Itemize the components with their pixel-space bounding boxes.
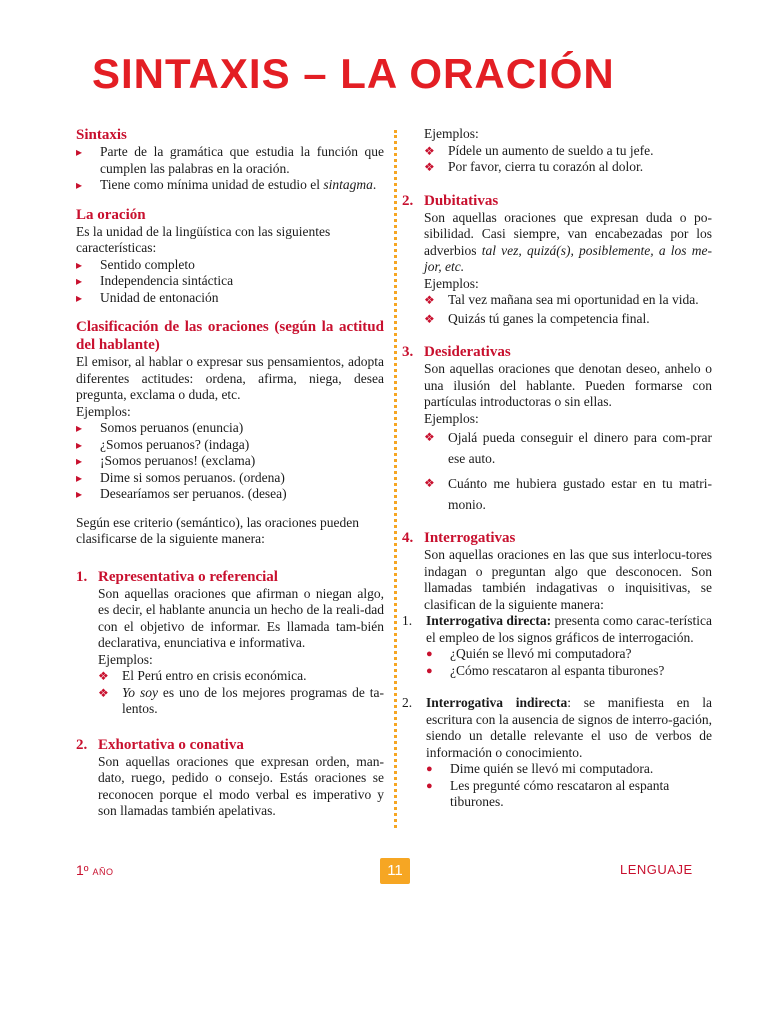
heading-representativa: 1. Representativa o referencial <box>76 568 278 585</box>
list-item: ❖ Por favor, cierra tu corazón al dolor. <box>424 159 712 176</box>
section-heading-oracion: La oración <box>76 206 146 223</box>
list-item: ❖ Pídele un aumento de sueldo a tu jefe. <box>424 143 712 160</box>
list-item: ▸ Parte de la gramática que estudia la función que cumplen las palabras en la oración. <box>76 144 384 177</box>
criterio-text: Según ese criterio (semántico), las oraciones pueden clasificarse de la siguiente manera: <box>76 514 360 546</box>
list-item: ❖ Yo soy es uno de los mejores programas de ta-lentos. <box>98 685 384 718</box>
list-item: ❖ Tal vez mañana sea mi oportunidad en la vida. <box>424 292 712 309</box>
column-divider <box>394 130 397 828</box>
list-item: ▸ Sentido completo <box>76 257 384 274</box>
oracion-list <box>76 257 384 307</box>
list-item: ▸ Unidad de entonación <box>76 290 384 307</box>
heading-exhortativa: 2. Exhortativa o conativa <box>76 736 244 753</box>
examples-label: Ejemplos: <box>76 403 131 419</box>
page-number: 11 <box>380 858 410 884</box>
list-item: ❖ Quizás tú ganes la competencia final. <box>424 311 712 328</box>
right-column <box>402 126 712 811</box>
list-item: ▸ Somos peruanos (enuncia) <box>76 420 384 437</box>
list-item: ▸ ¡Somos peruanos! (exclama) <box>76 453 384 470</box>
section-heading-sintaxis: Sintaxis <box>76 127 127 143</box>
interrogativa-directa: 1. Interrogativa directa: presenta como carac-terística el empleo de los signos gráficos de interrogación. ● ¿Quién se llevó mi computadora? ● ¿Cómo rescataron al espanta tiburones? <box>402 613 712 679</box>
exhortativa-body: Son aquellas oraciones que expresan orden, man-dato, ruego, pedido o consejo. Estás oraciones se reconocen porque el modo verbal es imperativo y son llamadas también apelativas. <box>98 753 384 818</box>
list-item: ❖ Ojalá pueda conseguir el dinero para com-prar ese auto. <box>424 427 712 469</box>
list-item: ❖ Cuánto me hubiera gustado estar en tu matri-monio. <box>424 473 712 515</box>
list-item: ▸ Independencia sintáctica <box>76 273 384 290</box>
list-item: ● ¿Quién se llevó mi computadora? <box>426 646 712 663</box>
grade-label: 1º AÑO <box>76 862 114 878</box>
list-item: ▸ Desearíamos ser peruanos. (desea) <box>76 486 384 503</box>
representativa-examples <box>98 668 384 718</box>
subject-label: LENGUAJE <box>620 862 693 877</box>
list-item: ▸ Tiene como mínima unidad de estudio el sintagma. <box>76 177 384 194</box>
clasificacion-list <box>76 420 384 503</box>
list-item: ▸ Dime si somos peruanos. (ordena) <box>76 470 384 487</box>
continued-examples: Ejemplos: ❖ Pídele un aumento de sueldo a tu jefe. ❖ Por favor, cierra tu corazón al dolor. <box>402 126 712 176</box>
clasificacion-intro: El emisor, al hablar o expresar sus pensamientos, adopta diferentes actitudes: ordena, afirma, niega, desea pregunta, exclama o duda, etc. <box>76 354 384 402</box>
left-column <box>76 126 384 820</box>
desiderativas-body: Son aquellas oraciones que denotan deseo, anhelo o una ilusión del hablante. Pueden formarse con partículas introductoras o sin ellas. Ejemplos: ❖ Ojalá pueda conseguir el dinero para com-prar ese auto. ❖ Cuánto me hubiera gustado estar en tu matri-monio. <box>402 361 712 515</box>
list-item: ● ¿Cómo rescataron al espanta tiburones? <box>426 663 712 680</box>
section-heading-clasificacion: Clasificación de las oraciones (según la actitud del hablante) <box>76 319 384 353</box>
list-item: ❖ El Perú entro en crisis económica. <box>98 668 384 685</box>
dubitativas-body: Son aquellas oraciones que expresan duda o po-sibilidad. Casi siempre, van encabezadas por los adverbios tal vez, quizá(s), posiblemente, a los me-jor, etc. Ejemplos: ❖ Tal vez mañana sea mi oportunidad en la vida. ❖ Quizás tú ganes la competencia final. <box>402 210 712 328</box>
oracion-intro: Es la unidad de la lingüística con las siguientes características: <box>76 223 331 255</box>
sintaxis-list <box>76 144 384 194</box>
list-item: ● Les pregunté cómo rescataron al espanta tiburones. <box>426 778 712 811</box>
heading-desiderativas: 3. Desiderativas <box>402 344 511 360</box>
heading-dubitativas: 2. Dubitativas <box>402 192 499 209</box>
interrogativa-indirecta: 2. Interrogativa indirecta: se manifiesta en la escritura con la ausencia de signos de interro-gación, siendo un detalle relevante el uso de verbos de información o conocimiento. ● Dime quién se llevó mi computadora. ● Les pregunté cómo rescataron al espanta tiburones. <box>402 695 712 811</box>
list-item: ▸ ¿Somos peruanos? (indaga) <box>76 437 384 454</box>
heading-interrogativas: 4. Interrogativas <box>402 530 516 546</box>
representativa-body: Son aquellas oraciones que afirman o niegan algo, es decir, el hablante anuncia un hecho de la reali-dad con el objetivo de informar. Es llamada tam-bién declarativa, enunciativa e informativa. Ejemplos: ❖ El Perú entro en crisis económica. ❖ Yo soy es uno de los mejores programas de ta-lentos. <box>76 586 384 718</box>
page-footer <box>0 858 768 884</box>
page-title: SINTAXIS – LA ORACIÓN <box>92 50 615 97</box>
interrogativas-body: Son aquellas oraciones en las que sus interlocu-tores indagan o preguntan algo que desconocen. Son llamadas también indagativas o inquisitivas, se clasifican de la siguiente manera: <box>424 547 712 612</box>
list-item: ● Dime quién se llevó mi computadora. <box>426 761 712 778</box>
